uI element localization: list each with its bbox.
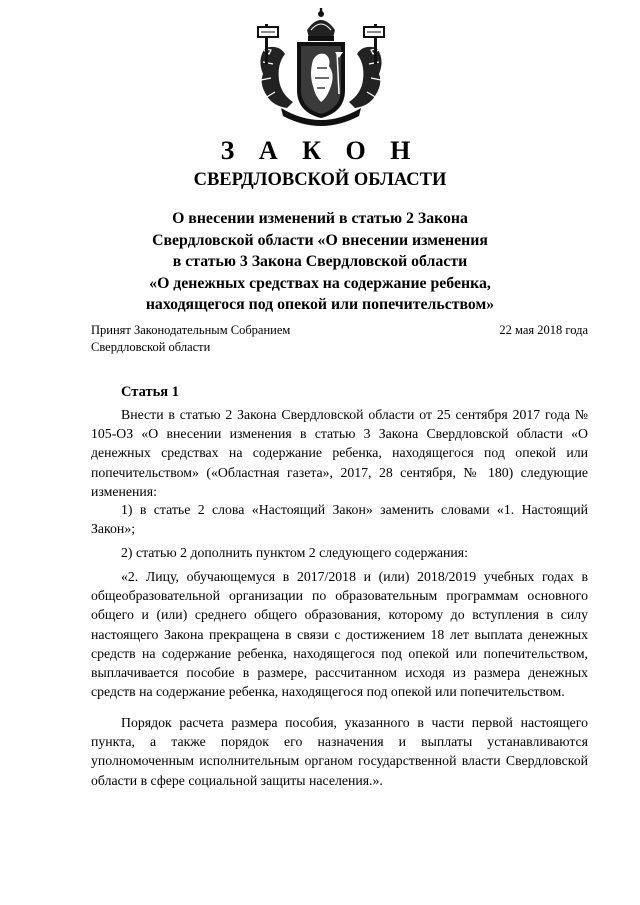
right-supporter-icon	[349, 24, 385, 108]
adoption-line: Свердловской области	[91, 339, 211, 354]
article-paragraph: 1) в статье 2 слова «Настоящий Закон» заменить словами «1. Настоящий Закон»;	[91, 502, 588, 537]
subject-line: в статью 3 Закона Свердловской области	[172, 253, 468, 270]
subject-line: О внесении изменений в статью 2 Закона	[172, 210, 468, 227]
region-title: СВЕРДЛОВСКОЙ ОБЛАСТИ	[193, 170, 447, 190]
article-paragraph: 2) статью 2 дополнить пунктом 2 следующего содержания:	[121, 545, 468, 560]
subject-line: Свердловской области «О внесении изменения	[152, 231, 488, 249]
article-title: Статья 1	[121, 384, 179, 400]
coat-of-arms-icon	[251, 8, 391, 130]
subject-line: «О денежных средствах на содержание ребенка,	[149, 274, 491, 292]
adoption-line: Принят Законодательным Собранием	[91, 323, 291, 337]
adoption-date: 22 мая 2018 года	[499, 323, 588, 337]
crown-icon	[307, 8, 335, 41]
shield-icon	[297, 42, 345, 118]
article-paragraph: Порядок расчета размера пособия, указанного в части первой настоящего пункта, а также порядок его назначения и выплаты устанавливаются уполномоченным исполнительным органом государственной власти Свердловской области в сфере социальной защиты населения.».	[91, 715, 588, 788]
article-paragraph: Внести в статью 2 Закона Свердловской области от 25 сентября 2017 года № 105-ОЗ «О внесении изменения в статью 3 Закона Свердловской области «О денежных средствах на содержание ребенка, находящегося под опекой или попечительством» («Областная газета», 2017, 28 сентября, № 180) следующие изменения:	[91, 407, 588, 499]
law-subject	[80, 208, 560, 316]
left-supporter-icon	[257, 24, 293, 108]
subject-line: находящегося под опекой или попечительством»	[145, 296, 495, 313]
law-title: З А К О Н	[220, 136, 420, 165]
article-paragraph: «2. Лицу, обучающемуся в 2017/2018 и (или) 2018/2019 учебных годах в общеобразовательной организации по образовательным программам основного общего и (или) среднего общего образования, которому до вступления в силу настоящего Закона прекращена в связи с достижением 18 лет выплата денежных средств на содержание ребенка, находящегося под опекой или попечительством, выплачивается пособие в размере, рассчитанном исходя из размера денежных средств на содержание ребенка, находящегося под опекой или попечительством.	[91, 569, 588, 700]
adoption-info	[91, 322, 290, 355]
